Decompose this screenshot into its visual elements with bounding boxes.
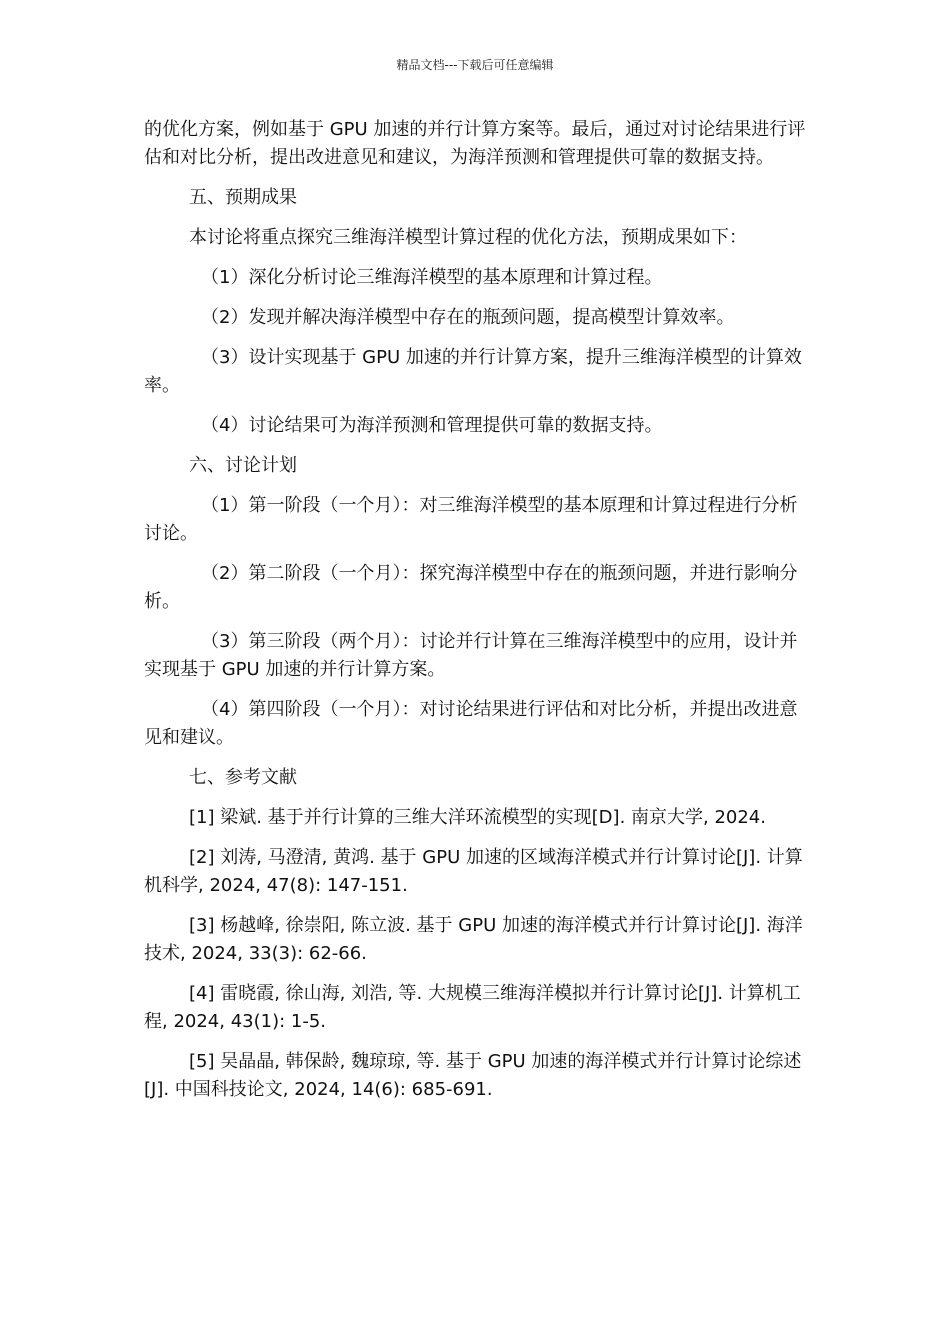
document-body [144,116,808,1116]
plan-item-1: （1）第一阶段（一个月）：对三维海洋模型的基本原理和计算过程进行分析讨论。 [144,495,798,544]
section-heading-plan: 六、讨论计划 [189,455,297,476]
paragraph-continuation: 的优化方案，例如基于 GPU 加速的并行计算方案等。最后，通过对讨论结果进行评估和对比分析，提出改进意见和建议，为海洋预测和管理提供可靠的数据支持。 [144,119,806,168]
result-item-4: （4）讨论结果可为海洋预测和管理提供可靠的数据支持。 [201,415,663,436]
paragraph-intro: 本讨论将重点探究三维海洋模型计算过程的优化方法，预期成果如下： [189,227,747,248]
plan-item-3: （3）第三阶段（两个月）：讨论并行计算在三维海洋模型中的应用，设计并实现基于 GPU 加速的并行计算方案。 [144,631,798,680]
result-item-3: （3）设计实现基于 GPU 加速的并行计算方案，提升三维海洋模型的计算效率。 [144,347,802,396]
section-heading-expected-results: 五、预期成果 [189,187,297,208]
reference-4: [4] 雷晓霞, 徐山海, 刘浩, 等. 大规模三维海洋模拟并行计算讨论[J]. 计算机工程, 2024, 43(1): 1-5. [144,983,801,1032]
reference-5: [5] 吴晶晶, 韩保龄, 魏琼琼, 等. 基于 GPU 加速的海洋模式并行计算讨论综述[J]. 中国科技论文, 2024, 14(6): 685-691. [144,1051,802,1100]
plan-item-4: （4）第四阶段（一个月）：对讨论结果进行评估和对比分析，并提出改进意见和建议。 [144,699,798,748]
reference-2: [2] 刘涛, 马澄清, 黄鸿. 基于 GPU 加速的区域海洋模式并行计算讨论[J]. 计算机科学, 2024, 47(8): 147-151. [144,847,803,896]
result-item-2: （2）发现并解决海洋模型中存在的瓶颈问题，提高模型计算效率。 [201,307,735,328]
plan-item-2: （2）第二阶段（一个月）：探究海洋模型中存在的瓶颈问题，并进行影响分析。 [144,563,798,612]
result-item-1: （1）深化分析讨论三维海洋模型的基本原理和计算过程。 [201,267,663,288]
page-header: 精品文档---下载后可任意编辑 [396,58,554,72]
reference-3: [3] 杨越峰, 徐崇阳, 陈立波. 基于 GPU 加速的海洋模式并行计算讨论[J]. 海洋技术, 2024, 33(3): 62-66. [144,915,803,964]
reference-1: [1] 梁斌. 基于并行计算的三维大洋环流模型的实现[D]. 南京大学, 2024. [189,807,766,828]
section-heading-references: 七、参考文献 [189,767,297,788]
